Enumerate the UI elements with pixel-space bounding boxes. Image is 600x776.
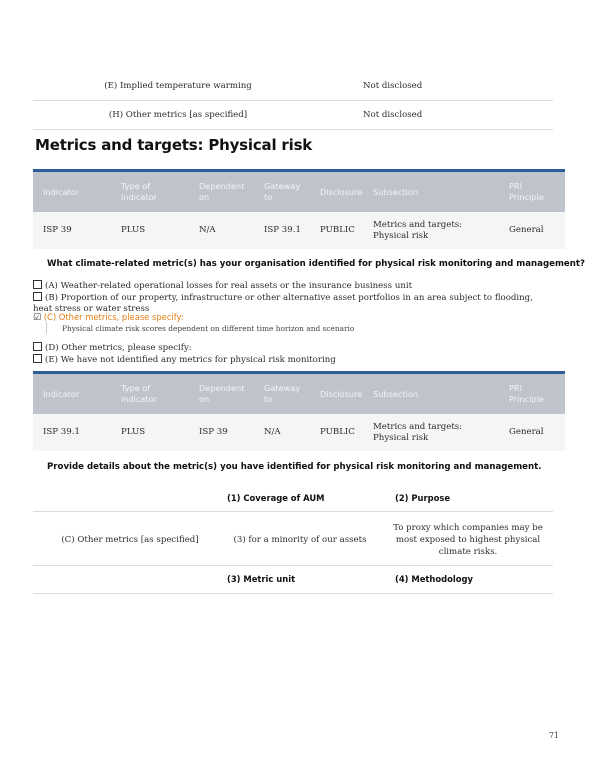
indicator-subsection: Metrics and targets: Physical risk [373,219,463,241]
metric-value: Not disclosed [363,110,423,120]
option-e [33,354,553,366]
table-row [33,72,553,101]
section-title: Metrics and targets: Physical risk [35,136,313,154]
indicator-principle: General [509,225,544,235]
header-subsection: Subsection [373,186,419,197]
checkbox-icon[interactable] [33,354,42,363]
indicator-id: ISP 39.1 [43,427,80,437]
indicator-disclosure: PUBLIC [320,225,355,235]
page-number: 71 [548,731,559,740]
question-2: Provide details about the metric(s) you have identified for physical risk monitoring and management. [47,462,542,472]
question-1: What climate-related metric(s) has your organisation identified for physical risk monitoring and management? [47,259,585,269]
quote-bar [46,322,47,334]
checked-checkbox-icon[interactable]: ☑ [33,313,42,323]
indicator-table [33,169,565,249]
option-text: (B) Proportion of our property, infrastructure or other alternative asset portfolios in an area subject to flooding, heat stress or water stress [33,293,533,314]
indicator-row [33,212,565,249]
divider [33,511,553,512]
header-dependent: Dependent on [199,383,245,404]
checkbox-icon[interactable] [33,342,42,351]
indicator-type: PLUS [121,427,146,437]
option-d [33,342,553,354]
option-text: (C) Other metrics, please specify: [43,312,184,322]
details-header-unit: (3) Metric unit [227,574,296,584]
details-coverage-value: (3) for a minority of our assets [233,535,367,545]
indicator-dependent: ISP 39 [199,427,228,437]
indicator-id: ISP 39 [43,225,72,235]
header-disclosure: Disclosure [320,186,363,197]
divider [33,565,553,566]
checkbox-icon[interactable] [33,292,42,301]
divider [33,593,553,594]
indicator-subsection: Metrics and targets: Physical risk [373,421,463,443]
details-header-purpose: (2) Purpose [395,493,451,503]
header-gateway: Gateway to [264,383,301,404]
metric-value: Not disclosed [363,81,423,91]
header-indicator: Indicator [43,186,80,197]
indicator-header-row [33,172,565,212]
option-c-detail: Physical climate risk scores dependent on different time horizon and scenario [62,324,355,333]
option-c [33,312,553,324]
metric-label: (E) Implied temperature warming [104,81,252,91]
details-header-methodology: (4) Methodology [395,574,473,584]
indicator-type: PLUS [121,225,146,235]
indicator-gateway: N/A [264,427,281,437]
indicator-header-row [33,374,565,414]
metric-label: (H) Other metrics [as specified] [108,110,248,120]
table-row [33,101,553,130]
indicator-table [33,371,565,451]
header-type: Type of indicator [121,383,158,404]
header-disclosure: Disclosure [320,388,363,399]
header-principle: PRI Principle [509,383,544,404]
header-principle: PRI Principle [509,181,544,202]
indicator-gateway: ISP 39.1 [264,225,301,235]
header-subsection: Subsection [373,388,419,399]
option-text: (E) We have not identified any metrics for physical risk monitoring [45,355,336,365]
details-header-coverage: (1) Coverage of AUM [227,493,325,503]
header-type: Type of indicator [121,181,158,202]
indicator-row [33,414,565,451]
option-text: (A) Weather-related operational losses for real assets or the insurance business unit [45,281,413,291]
indicator-disclosure: PUBLIC [320,427,355,437]
option-a [33,280,553,292]
details-purpose-value: To proxy which companies may be most exposed to highest physical climate risks. [393,523,543,557]
header-dependent: Dependent on [199,181,245,202]
header-indicator: Indicator [43,388,80,399]
checkbox-icon[interactable] [33,280,42,289]
indicator-dependent: N/A [199,225,216,235]
header-gateway: Gateway to [264,181,301,202]
details-row-label: (C) Other metrics [as specified] [61,535,199,545]
indicator-principle: General [509,427,544,437]
option-text: (D) Other metrics, please specify: [45,343,192,353]
